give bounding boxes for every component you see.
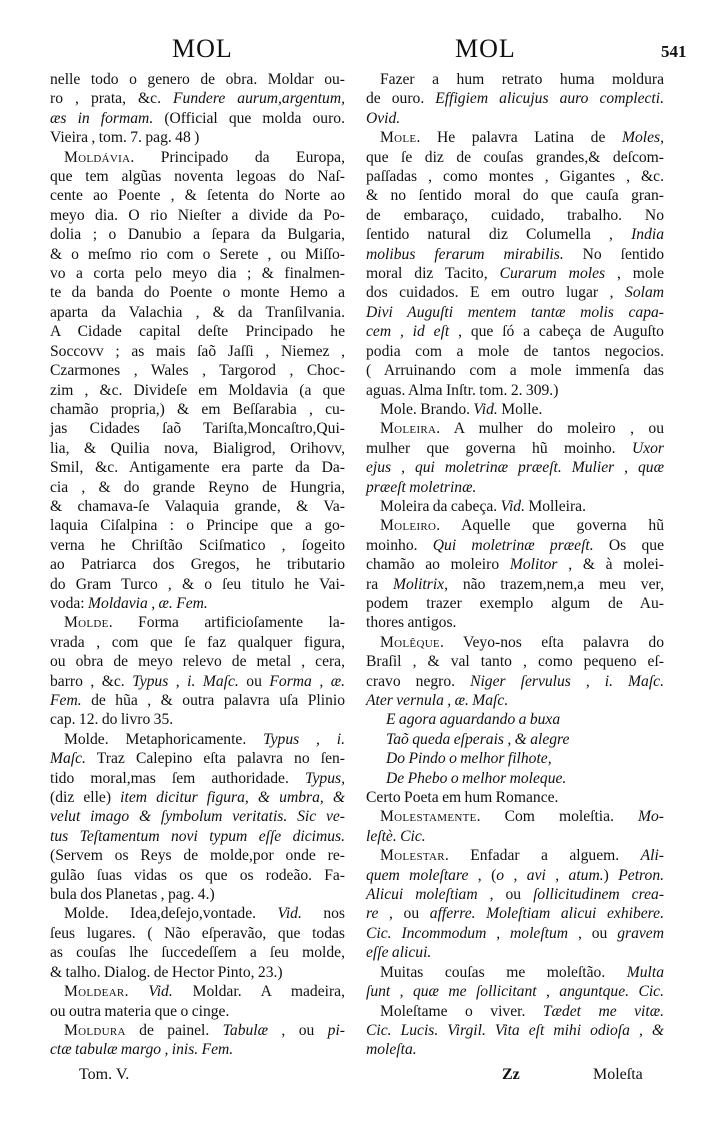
- text-line: Vieira , tom. 7. pag. 48 ): [50, 129, 200, 147]
- running-head-right: MOL: [455, 34, 516, 63]
- text-line: molibus ferarum mirabilis. No ſentido: [366, 245, 664, 263]
- text-line: chamão ao moleiro Molitor , & à molei-: [366, 556, 664, 574]
- text-line: as couſas lhe ſuccedeſſem a ſeu molde,: [50, 944, 345, 962]
- text-line: ra Molitrix, não trazem,nem,a meu ver,: [366, 575, 664, 593]
- entry-first-line: Molde. Forma artificioſamente la-: [64, 614, 345, 632]
- text-line: dolia ; o Danubio a ſepara da Bulgaria,: [50, 226, 345, 244]
- text-line: ou obra de meyo relevo de metal , cera,: [50, 653, 345, 671]
- text-line: ſunt , quæ me ſollicitant , anguntque. Cic.: [366, 983, 664, 1001]
- text-line: præeſt moletrinæ.: [366, 478, 477, 496]
- entry-first-line: Moleira da cabeça. Vid. Molleira.: [380, 497, 586, 515]
- entry-first-line: Molde. Idea,deſejo,vontade. Vid. nos: [64, 905, 345, 923]
- entry-first-line: Molestamente. Com moleſtia. Mo-: [380, 808, 664, 826]
- text-line: & chamava-ſe Valaquia grande, & Va-: [50, 497, 345, 515]
- text-line: ao Patriarca dos Gregos, he tributario: [50, 556, 345, 574]
- entry-first-line: Moleira. A mulher do moleiro , ou: [380, 420, 664, 438]
- text-line: jas Cidades ſaõ Tariſta,Moncaſtro,Qui-: [50, 420, 345, 438]
- text-line: moral diz Tacito, Curarum moles , mole: [366, 265, 664, 283]
- text-line: gulão ſuas vidas os que os rodeão. Fa-: [50, 866, 345, 884]
- text-line: A Cidade capital deſte Principado he: [50, 323, 345, 341]
- text-line: tido moral,mas ſem authoridade. Typus,: [50, 769, 345, 787]
- text-line: Soccovv ; as mais ſaõ Jaſſi , Niemez ,: [50, 342, 345, 360]
- text-line: re , ou afferre. Moleſtiam alicui exhibere.: [366, 905, 664, 923]
- text-line: cravo negro. Niger ſervulus , i. Maſc.: [366, 672, 664, 690]
- text-line: moinho. Qui moletrinæ præeſt. Os que: [366, 536, 664, 554]
- text-line: Braſil , & val tanto , como pequeno eſ-: [366, 653, 664, 671]
- text-line: cem , id eſt , que ſó a cabeça de Auguſto: [366, 323, 664, 341]
- text-line: ro , prata, &c. Fundere aurum,argentum,: [50, 90, 345, 108]
- text-line: de embaraço, cuidado, trabalho. No: [366, 206, 664, 224]
- entry-first-line: Molêque. Veyo-nos eſta palavra do: [380, 633, 664, 651]
- running-head-left: MOL: [172, 34, 233, 63]
- text-line: Divi Auguſti mentem tantæ molis capa-: [366, 303, 664, 321]
- verse-line: De Phebo o melhor moleque.: [386, 769, 567, 787]
- text-line: & o meſmo rio com o Serete , ou Miſſo-: [50, 245, 345, 263]
- text-line: aguas. Alma Inſtr. tom. 2. 309.): [366, 381, 559, 399]
- text-line: meyo dia. O rio Nieſter a divide da Po-: [50, 206, 345, 224]
- text-line: voda: Moldavia , æ. Fem.: [50, 594, 208, 612]
- entry-first-line: Fazer a hum retrato huma moldura: [380, 71, 664, 88]
- entry-first-line: Molestar. Enfadar a alguem. Ali-: [380, 847, 664, 865]
- text-line: quem moleſtare , (o , avi , atum.) Petron.: [366, 866, 665, 884]
- text-line: Certo Poeta em hum Romance.: [366, 789, 559, 807]
- text-line: vo a corta pelo meyo dia ; & finalmen-: [50, 265, 345, 283]
- text-line: Czarmones , Wales , Targorod , Choc-: [50, 362, 345, 380]
- text-line: Fem. de hũa , & outra palavra uſa Plinio: [50, 692, 345, 709]
- signature-mark: Zz: [502, 1065, 520, 1083]
- text-line: aparta da Valachia , & da Tranſilvania.: [50, 303, 345, 321]
- text-line: ejus , qui moletrinæ præeſt. Mulier , quæ: [366, 459, 664, 477]
- text-line: Cic. Incommodum , moleſtum , ou gravem: [366, 924, 664, 942]
- verse-line: Do Pindo o melhor filhote,: [386, 750, 552, 768]
- entry-first-line: Moldear. Vid. Moldar. A madeira,: [64, 983, 345, 1001]
- text-line: cap. 12. do livro 35.: [50, 711, 174, 729]
- text-line: moleſta.: [366, 1041, 417, 1059]
- volume-mark: Tom. V.: [79, 1065, 130, 1083]
- text-line: velut imago & ſymbolum veritatis. Sic ve-: [50, 808, 345, 826]
- footer-row: [0, 1066, 709, 1090]
- entry-first-line: Moldura de painel. Tabulæ , ou pi-: [64, 1021, 345, 1039]
- text-line: lia, & Quilia nova, Bialigrod, Orihovv,: [50, 439, 345, 457]
- entry-first-line: Moldávia. Principado da Europa,: [64, 148, 345, 166]
- text-line: zim , &c. Divideſe em Moldavia (a que: [50, 381, 345, 399]
- text-line: ( Arruinando com a mole immenſa das: [366, 362, 664, 380]
- text-line: barro , &c. Typus , i. Maſc. ou Forma , æ.: [50, 672, 345, 690]
- catchword: Moleſta: [593, 1065, 643, 1083]
- text-line: ou outra materia que o cinge.: [50, 1002, 230, 1020]
- text-line: (Servem os Reys de molde,por onde re-: [50, 847, 345, 865]
- text-line: que ſe diz de couſas grandes,& deſcom-: [366, 148, 664, 166]
- text-line: paſſadas , como montes , Gigantes , &c.: [366, 168, 664, 186]
- text-line: eſſe alicui.: [366, 944, 432, 962]
- text-line: bula dos Planetas , pag. 4.): [50, 886, 215, 904]
- text-line: podem trazer exemplo algum de Au-: [366, 594, 664, 612]
- right-column: [366, 70, 664, 1060]
- text-line: & talho. Dialog. de Hector Pinto, 23.): [50, 963, 283, 981]
- text-line: Ater vernula , æ. Maſc.: [366, 692, 509, 709]
- verse-line: E agora aguardando a buxa: [386, 711, 561, 729]
- text-line: Cic. Lucis. Virgil. Vita eſt mihi odioſa , &: [366, 1021, 664, 1039]
- text-line: do Gram Turco , & o ſeu titulo he Vai-: [50, 575, 345, 593]
- text-line: podia com a mole de tantos negocios.: [366, 342, 664, 360]
- text-line: nelle todo o genero de obra. Moldar ou-: [50, 71, 345, 88]
- text-line: Ovid.: [366, 109, 401, 127]
- text-line: cente ao Poente , & ſetenta do Norte ao: [50, 187, 345, 205]
- text-line: chamão propria,) & em Beſſarabia , cu-: [50, 400, 345, 418]
- text-line: te da banda do Poente o monte Hemo a: [50, 284, 345, 302]
- text-line: laquia Ciſalpina : o Principe que a go-: [50, 517, 345, 535]
- text-line: Alicui moleſtiam , ou ſollicitudinem crea-: [366, 886, 665, 904]
- text-line: thores antigos.: [366, 614, 457, 632]
- text-line: de ouro. Effigiem alicujus auro complecti.: [366, 90, 664, 108]
- entry-first-line: Moleſtame o viver. Tædet me vitæ.: [380, 1002, 664, 1020]
- text-line: (diz elle) item dicitur figura, & umbra, &: [50, 789, 345, 807]
- text-line: ſeus lugares. ( Não eſperavão, que todas: [50, 924, 345, 942]
- entry-first-line: Mole. He palavra Latina de Moles,: [380, 129, 664, 147]
- page-number: 541: [661, 42, 687, 61]
- left-column: [50, 70, 345, 1060]
- entry-first-line: Molde. Metaphoricamente. Typus , i.: [64, 730, 345, 748]
- text-columns: [0, 70, 709, 1060]
- text-line: ſentido natural diz Columella , India: [366, 226, 664, 244]
- text-line: & no ſentido moral do que cauſa gran-: [366, 187, 664, 205]
- verse-line: Taõ queda eſperais , & alegre: [386, 730, 570, 748]
- text-line: Smil, &c. Antigamente era parte da Da-: [50, 459, 345, 477]
- text-line: æs in formam. (Official que molda ouro.: [50, 109, 345, 127]
- text-line: vrada , com que ſe faz qualquer figura,: [50, 633, 345, 651]
- entry-first-line: Mole. Brando. Vid. Molle.: [380, 400, 543, 418]
- text-line: verna he Chriſtão Sciſmatico , ſogeito: [50, 536, 345, 554]
- entry-first-line: Moleiro. Aquelle que governa hũ: [380, 517, 664, 535]
- text-line: tus Teſtamentum novi typum eſſe dicimus.: [50, 827, 345, 845]
- text-line: ctæ tabulæ margo , inis. Fem.: [50, 1041, 234, 1059]
- text-line: Maſc. Traz Calepino eſta palavra no ſen-: [50, 750, 345, 768]
- text-line: que tem algũas noventa legoas do Naſ-: [50, 168, 345, 186]
- text-line: leſtè. Cic.: [366, 827, 426, 845]
- text-line: cia , & do grande Reyno de Hungria,: [50, 478, 345, 496]
- text-line: mulher que governa hũ moinho. Uxor: [366, 439, 664, 457]
- entry-first-line: Muitas couſas me moleſtão. Multa: [380, 963, 664, 981]
- text-line: dos cuidados. E em outro lugar , Solam: [366, 284, 664, 302]
- running-head-row: [0, 30, 709, 70]
